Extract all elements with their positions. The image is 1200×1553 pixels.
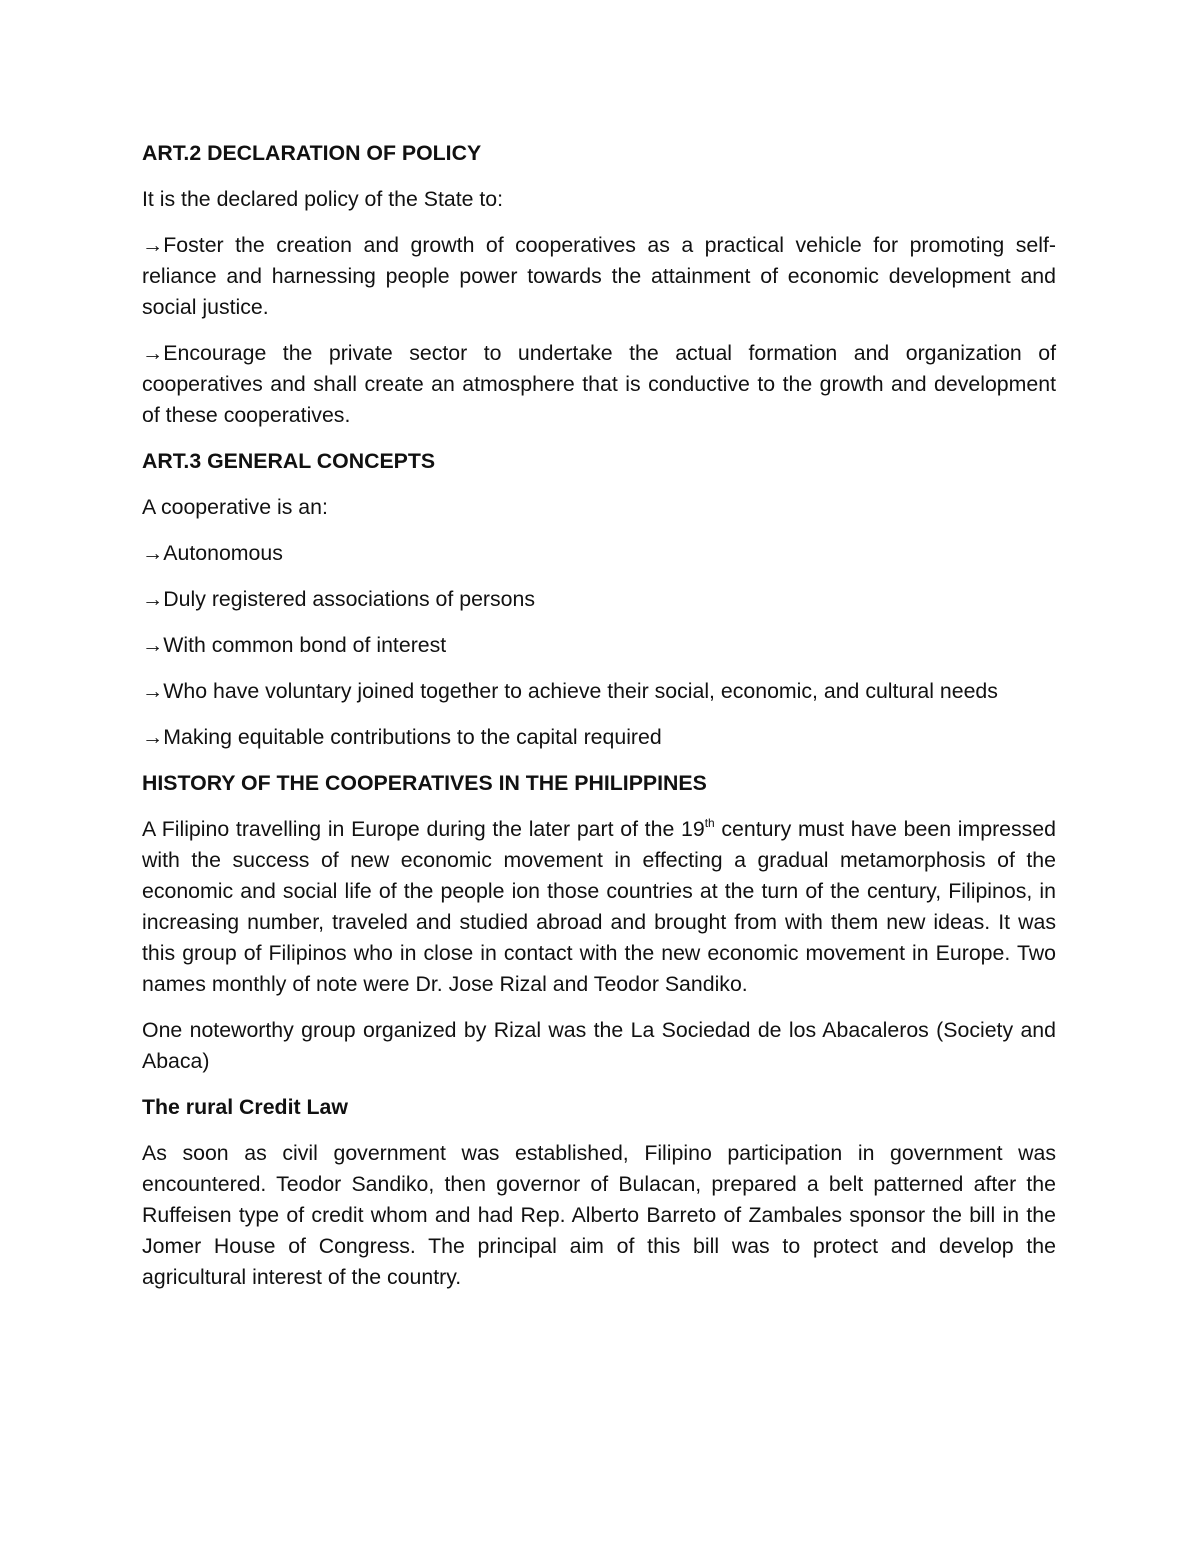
art3-bullet-3 <box>142 630 1056 661</box>
history-p1-start: A Filipino travelling in Europe during the later part of the 19 <box>142 817 705 841</box>
art3-heading: ART.3 GENERAL CONCEPTS <box>142 449 436 473</box>
arrow-icon: → <box>142 679 164 703</box>
art2-heading: ART.2 DECLARATION OF POLICY <box>142 141 482 165</box>
art3-bullet-5-text: Making equitable contributions to the capital required <box>163 725 662 749</box>
arrow-icon: → <box>142 587 164 611</box>
art2-intro: It is the declared policy of the State to: <box>142 187 504 211</box>
arrow-icon: → <box>142 541 164 565</box>
history-paragraph-2: One noteworthy group organized by Rizal was the La Sociedad de los Abacaleros (Society and Abaca) <box>142 1018 1056 1073</box>
history-paragraph-1 <box>142 814 1056 1000</box>
art2-bullet-2 <box>142 338 1056 431</box>
art2-bullet-1-text: Foster the creation and growth of cooperatives as a practical vehicle for promoting self-reliance and harnessing people power towards the attainment of economic development and social justice. <box>142 233 1056 319</box>
rural-credit-paragraph: As soon as civil government was established, Filipino participation in government was encountered. Teodor Sandiko, then governor of Bulacan, prepared a belt patterned after the Ruffeisen type of credit whom and had Rep. Alberto Barreto of Zambales sponsor the bill in the Jomer House of Congress. The principal aim of this bill was to protect and develop the agricultural interest of the country. <box>142 1141 1056 1289</box>
art3-bullet-2 <box>142 584 1056 615</box>
arrow-icon: → <box>142 725 164 749</box>
art3-bullet-2-text: Duly registered associations of persons <box>163 587 535 611</box>
art2-bullet-2-text: Encourage the private sector to undertake the actual formation and organization of cooperatives and shall create an atmosphere that is conductive to the growth and development of these cooperatives. <box>142 341 1056 427</box>
history-p1-rest: century must have been impressed with the success of new economic movement in effecting a gradual metamorphosis of the economic and social life of the people ion those countries at the turn of the century, Filipinos, in increasing number, traveled and studied abroad and brought from with them new ideas. It was this group of Filipinos who in close in contact with the new economic movement in Europe. Two names monthly of note were Dr. Jose Rizal and Teodor Sandiko. <box>142 817 1056 996</box>
arrow-icon: → <box>142 341 164 365</box>
document-page <box>142 138 1056 1308</box>
arrow-icon: → <box>142 633 164 657</box>
art3-intro: A cooperative is an: <box>142 495 328 519</box>
ordinal-suffix: th <box>704 816 715 830</box>
art3-bullet-4 <box>142 676 1056 707</box>
art2-bullet-1 <box>142 230 1056 323</box>
history-heading: HISTORY OF THE COOPERATIVES IN THE PHILIPPINES <box>142 771 707 795</box>
art3-bullet-3-text: With common bond of interest <box>163 633 447 657</box>
rural-credit-heading: The rural Credit Law <box>142 1095 348 1119</box>
art3-bullet-1 <box>142 538 1056 569</box>
arrow-icon: → <box>142 233 164 257</box>
art3-bullet-4-text: Who have voluntary joined together to achieve their social, economic, and cultural needs <box>163 679 998 703</box>
art3-bullet-1-text: Autonomous <box>163 541 283 565</box>
art3-bullet-5 <box>142 722 1056 753</box>
